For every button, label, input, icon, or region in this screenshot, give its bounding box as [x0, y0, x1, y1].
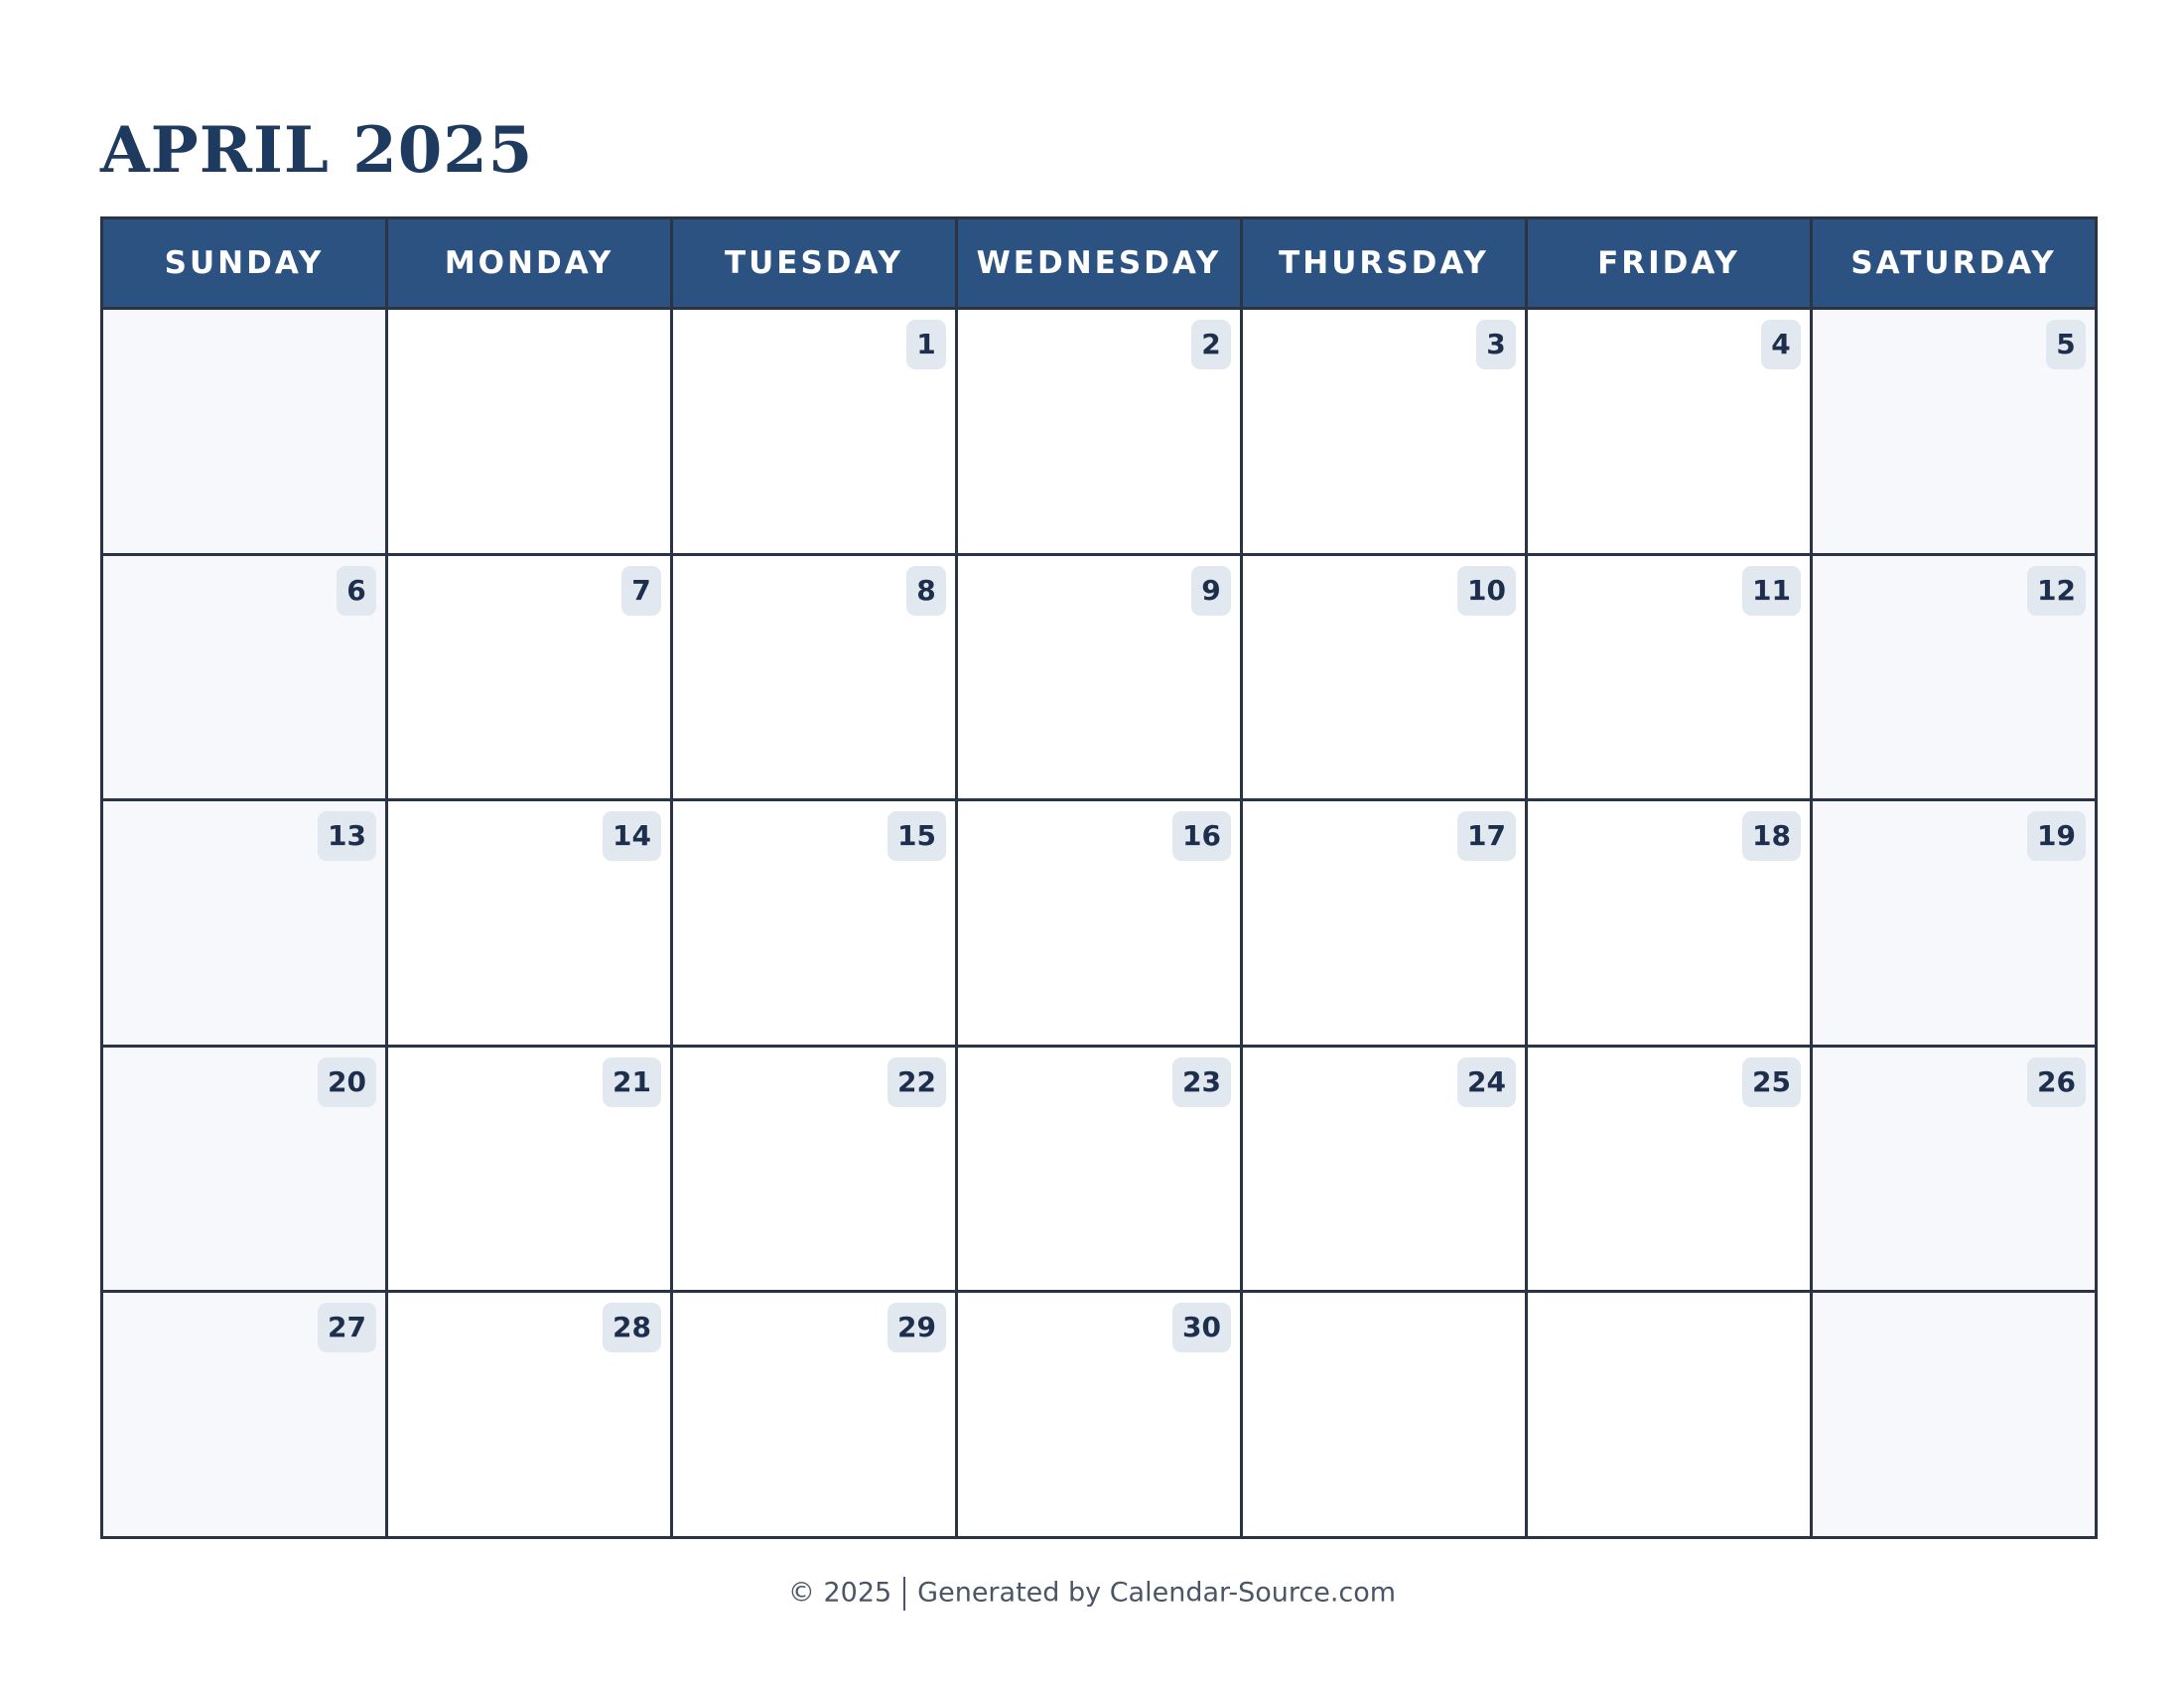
day-cell [958, 801, 1240, 1045]
date-number: 7 [621, 566, 661, 616]
date-number: 29 [887, 1303, 946, 1352]
date-number: 11 [1742, 566, 1801, 616]
date-number: 28 [603, 1303, 661, 1352]
date-number: 20 [318, 1057, 376, 1107]
footer-generated-by: Generated by Calendar-Source.com [917, 1577, 1397, 1609]
footer-copyright: © 2025 [787, 1577, 892, 1609]
page-title: APRIL 2025 [100, 113, 534, 188]
footer-divider [903, 1577, 905, 1611]
date-number: 12 [2027, 566, 2086, 616]
day-cell [673, 310, 955, 553]
date-number: 5 [2046, 320, 2086, 369]
date-number: 27 [318, 1303, 376, 1352]
day-cell [388, 801, 670, 1045]
weekday-header-friday: FRIDAY [1528, 219, 1810, 307]
day-cell [103, 1293, 385, 1536]
day-cell [1243, 556, 1525, 799]
day-cell [958, 310, 1240, 553]
weekday-header-monday: MONDAY [388, 219, 670, 307]
day-cell [103, 801, 385, 1045]
date-number: 25 [1742, 1057, 1801, 1107]
weekday-header-tuesday: TUESDAY [673, 219, 955, 307]
page-footer [0, 1577, 2184, 1611]
day-cell [673, 1048, 955, 1291]
date-number: 16 [1172, 811, 1231, 861]
day-cell [1528, 556, 1810, 799]
day-cell [1528, 1293, 1810, 1536]
date-number: 6 [337, 566, 376, 616]
day-cell [673, 801, 955, 1045]
day-cell [388, 310, 670, 553]
day-cell [1813, 801, 2095, 1045]
day-cell [673, 1293, 955, 1536]
date-number: 3 [1476, 320, 1516, 369]
date-number: 13 [318, 811, 376, 861]
day-cell [1813, 1048, 2095, 1291]
date-number: 10 [1457, 566, 1516, 616]
day-cell [1528, 801, 1810, 1045]
day-cell [388, 1048, 670, 1291]
date-number: 23 [1172, 1057, 1231, 1107]
day-cell [103, 556, 385, 799]
day-cell [103, 1048, 385, 1291]
day-cell [1528, 1048, 1810, 1291]
day-cell [1243, 310, 1525, 553]
day-cell [1813, 310, 2095, 553]
date-number: 24 [1457, 1057, 1516, 1107]
date-number: 15 [887, 811, 946, 861]
date-number: 22 [887, 1057, 946, 1107]
weekday-header-wednesday: WEDNESDAY [958, 219, 1240, 307]
day-cell [1813, 1293, 2095, 1536]
day-cell [1243, 1293, 1525, 1536]
day-cell [958, 1293, 1240, 1536]
day-cell [388, 1293, 670, 1536]
date-number: 26 [2027, 1057, 2086, 1107]
day-cell [103, 310, 385, 553]
date-number: 30 [1172, 1303, 1231, 1352]
day-cell [1528, 310, 1810, 553]
date-number: 9 [1191, 566, 1231, 616]
date-number: 21 [603, 1057, 661, 1107]
date-number: 18 [1742, 811, 1801, 861]
date-number: 14 [603, 811, 661, 861]
day-cell [1243, 1048, 1525, 1291]
day-cell [958, 556, 1240, 799]
date-number: 19 [2027, 811, 2086, 861]
weekday-header-sunday: SUNDAY [103, 219, 385, 307]
weekday-header-thursday: THURSDAY [1243, 219, 1525, 307]
date-number: 2 [1191, 320, 1231, 369]
day-cell [958, 1048, 1240, 1291]
date-number: 4 [1761, 320, 1801, 369]
date-number: 1 [906, 320, 946, 369]
date-number: 8 [906, 566, 946, 616]
date-number: 17 [1457, 811, 1516, 861]
weekday-header-saturday: SATURDAY [1813, 219, 2095, 307]
calendar-grid [100, 216, 2098, 1539]
day-cell [1813, 556, 2095, 799]
day-cell [388, 556, 670, 799]
day-cell [673, 556, 955, 799]
day-cell [1243, 801, 1525, 1045]
